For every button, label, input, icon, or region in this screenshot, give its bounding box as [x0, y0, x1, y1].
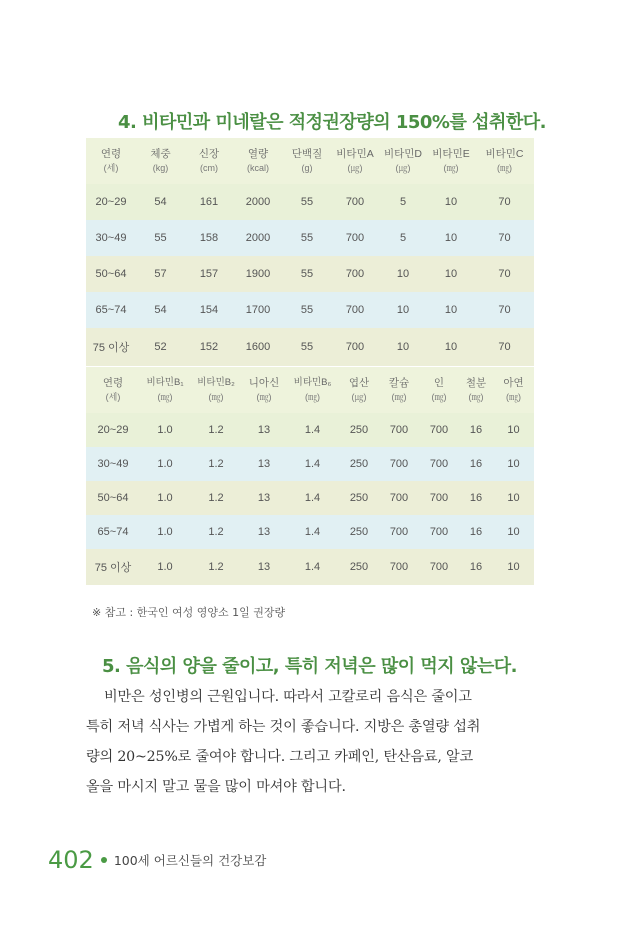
cell: 52 — [154, 341, 167, 353]
header-cell: 비타민E (㎎) — [432, 148, 470, 173]
cell: 16 — [469, 561, 483, 573]
cell: 700 — [345, 232, 365, 244]
cell: 75 이상 — [92, 342, 130, 354]
header-cell: 단백질 (g) — [291, 148, 323, 173]
cell: 70 — [498, 232, 511, 244]
page-footer — [48, 846, 266, 874]
cell: 700 — [389, 492, 409, 504]
cell: 10 — [507, 458, 520, 470]
cell: 1.0 — [157, 492, 173, 504]
cell: 1700 — [245, 304, 271, 316]
cell: 10 — [507, 561, 520, 573]
cell: 1.4 — [304, 424, 321, 436]
table-row — [86, 256, 534, 292]
cell: 55 — [300, 196, 314, 208]
nutrient-table-1 — [86, 138, 534, 366]
cell: 50~64 — [95, 268, 127, 280]
cell: 70 — [498, 196, 511, 208]
cell: 1.0 — [157, 458, 173, 470]
cell: 1.0 — [157, 526, 173, 538]
cell: 1900 — [245, 268, 271, 280]
cell: 1.2 — [208, 424, 224, 436]
header-cell: 비타민D (㎍) — [383, 148, 422, 173]
cell: 13 — [257, 492, 271, 504]
cell: 1.4 — [304, 561, 321, 573]
header-cell: 열량 (kcal) — [247, 148, 269, 173]
cell: 10 — [444, 268, 458, 280]
cell: 10 — [507, 526, 520, 538]
cell: 10 — [444, 341, 458, 353]
cell: 158 — [199, 232, 219, 244]
cell: 1.0 — [157, 424, 173, 436]
table2-header-row — [86, 367, 534, 413]
cell: 10 — [396, 341, 410, 353]
cell: 700 — [345, 341, 365, 353]
cell: 1.2 — [208, 458, 224, 470]
table-row — [86, 549, 534, 585]
cell: 13 — [257, 458, 271, 470]
header-cell: 비타민B₁ (㎎) — [146, 377, 184, 402]
cell: 1.4 — [304, 492, 321, 504]
table-row — [86, 515, 534, 549]
cell: 700 — [345, 196, 365, 208]
nutrient-table-2 — [86, 367, 534, 585]
cell: 54 — [154, 196, 167, 208]
cell: 70 — [498, 268, 511, 280]
cell: 10 — [444, 304, 458, 316]
header-cell: 인 (㎎) — [431, 377, 447, 402]
cell: 54 — [154, 304, 167, 316]
cell: 1.4 — [304, 526, 321, 538]
table-row — [86, 481, 534, 515]
cell: 55 — [300, 232, 314, 244]
cell: 700 — [345, 304, 365, 316]
header-cell: 비타민A (㎍) — [336, 148, 374, 173]
body-line: 올을 마시지 말고 물을 많이 마셔야 합니다. — [86, 779, 346, 795]
header-cell: 비타민B₂ (㎎) — [197, 377, 235, 402]
cell: 75 이상 — [94, 562, 132, 574]
cell: 55 — [300, 341, 314, 353]
cell: 20~29 — [97, 424, 129, 436]
cell: 700 — [389, 561, 409, 573]
cell: 152 — [199, 341, 219, 353]
cell: 250 — [349, 561, 369, 573]
header-cell: 철분 (㎎) — [465, 377, 487, 402]
header-cell: 아연 (㎎) — [503, 377, 524, 402]
cell: 55 — [300, 304, 314, 316]
cell: 10 — [396, 304, 410, 316]
header-cell: 연령 (세) — [100, 148, 122, 173]
section5-body — [86, 682, 534, 802]
cell: 250 — [349, 492, 369, 504]
cell: 700 — [389, 458, 409, 470]
cell: 250 — [349, 424, 369, 436]
bullet-dot-icon — [101, 857, 107, 863]
table1-header-row — [86, 138, 534, 184]
cell: 70 — [498, 304, 511, 316]
header-cell: 체중 (kg) — [150, 148, 171, 173]
cell: 700 — [429, 526, 449, 538]
cell: 1.2 — [208, 526, 224, 538]
cell: 700 — [429, 424, 449, 436]
body-line: 량의 20~25%로 줄여야 합니다. 그리고 카페인, 탄산음료, 알코 — [86, 749, 473, 765]
cell: 10 — [507, 424, 520, 436]
section5-title: 5. 음식의 양을 줄이고, 특히 저녁은 많이 먹지 않는다. — [102, 656, 517, 677]
cell: 10 — [444, 196, 458, 208]
cell: 250 — [349, 458, 369, 470]
section4-title: 4. 비타민과 미네랄은 적정권장량의 150%를 섭취한다. — [118, 112, 547, 133]
header-cell: 비타민B₆ (㎎) — [293, 377, 332, 402]
cell: 700 — [389, 526, 409, 538]
table-row — [86, 184, 534, 220]
table-row — [86, 413, 534, 447]
cell: 1.2 — [208, 492, 224, 504]
table-note: ※ 참고 : 한국인 여성 영양소 1일 권장량 — [92, 606, 286, 619]
cell: 16 — [469, 492, 483, 504]
cell: 55 — [154, 232, 167, 244]
cell: 700 — [429, 492, 449, 504]
header-cell: 니아신 (㎎) — [248, 377, 280, 402]
cell: 700 — [345, 268, 365, 280]
cell: 161 — [199, 196, 219, 208]
cell: 57 — [154, 268, 167, 280]
cell: 10 — [444, 232, 458, 244]
body-line: 비만은 성인병의 근원입니다. 따라서 고칼로리 음식은 줄이고 — [104, 689, 472, 705]
table-row — [86, 220, 534, 256]
book-title: 100세 어르신들의 건강보감 — [113, 853, 267, 868]
cell: 2000 — [245, 196, 271, 208]
page-number: 402 — [48, 846, 94, 874]
cell: 1600 — [245, 341, 271, 353]
cell: 30~49 — [95, 232, 127, 244]
header-cell: 신장 (cm) — [198, 148, 220, 173]
cell: 20~29 — [95, 196, 127, 208]
cell: 13 — [257, 424, 271, 436]
cell: 10 — [396, 268, 410, 280]
cell: 16 — [469, 424, 483, 436]
cell: 5 — [399, 232, 407, 244]
cell: 1.4 — [304, 458, 321, 470]
cell: 30~49 — [97, 458, 129, 470]
body-line: 특히 저녁 식사는 가볍게 하는 것이 좋습니다. 지방은 총열량 섭취 — [86, 719, 481, 735]
table-row — [86, 292, 534, 328]
cell: 70 — [498, 341, 511, 353]
header-cell: 칼슘 (㎎) — [388, 377, 410, 402]
cell: 10 — [507, 492, 520, 504]
cell: 65~74 — [97, 526, 129, 538]
cell: 1.2 — [208, 561, 224, 573]
cell: 250 — [349, 526, 369, 538]
cell: 65~74 — [95, 304, 127, 316]
header-cell: 연령 (세) — [102, 377, 124, 402]
cell: 2000 — [245, 232, 271, 244]
cell: 157 — [199, 268, 219, 280]
cell: 700 — [429, 458, 449, 470]
cell: 13 — [257, 561, 271, 573]
cell: 154 — [199, 304, 219, 316]
table-row — [86, 328, 534, 366]
cell: 700 — [389, 424, 409, 436]
cell: 13 — [257, 526, 271, 538]
header-cell: 비타민C (㎎) — [485, 148, 524, 173]
cell: 5 — [399, 196, 407, 208]
cell: 1.0 — [157, 561, 173, 573]
header-cell: 엽산 (㎍) — [348, 377, 370, 402]
cell: 50~64 — [97, 492, 129, 504]
cell: 55 — [300, 268, 314, 280]
cell: 700 — [429, 561, 449, 573]
table-row — [86, 447, 534, 481]
cell: 16 — [469, 526, 483, 538]
cell: 16 — [469, 458, 483, 470]
